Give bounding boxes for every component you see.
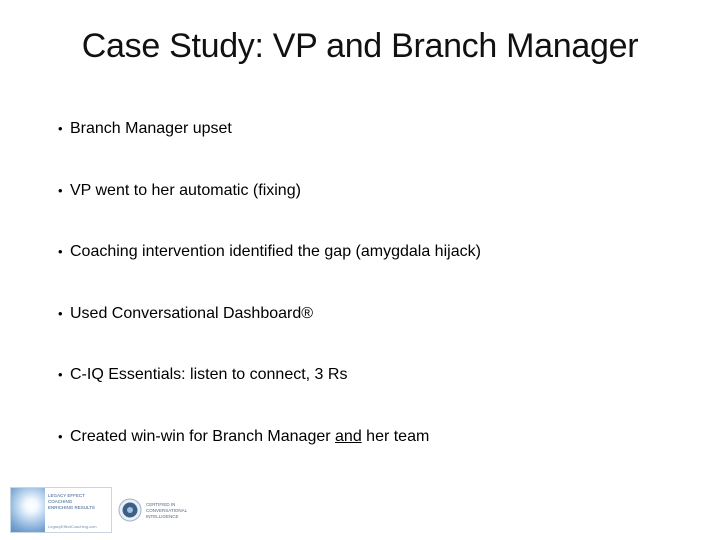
- logo-right-line: INTELLIGENCE: [146, 514, 179, 519]
- bullet-text: Coaching intervention identified the gap (amygdala hijack): [70, 243, 481, 260]
- logo-left-line: ENRICHING RESULTS: [48, 505, 95, 510]
- logo-right-text: [146, 502, 187, 520]
- bullet-item: [58, 111, 481, 173]
- bullet-icon: •: [58, 244, 63, 259]
- legacy-effect-logo: [10, 487, 112, 533]
- bullet-text-underlined: and: [335, 427, 362, 445]
- logo-left-line: LEGACY EFFECT: [48, 493, 85, 498]
- bullet-text-post: her team: [361, 427, 430, 445]
- logo-left-text: [48, 493, 110, 511]
- certification-seal-icon: [118, 498, 142, 522]
- bullet-text: VP went to her automatic (fixing): [70, 181, 301, 199]
- bullet-text: Used Conversational Dashboard®: [70, 304, 314, 322]
- bullet-icon: •: [58, 428, 63, 444]
- bullet-item: [58, 234, 481, 296]
- bullet-icon: •: [58, 182, 63, 198]
- bullet-item: [58, 296, 481, 358]
- bullet-text: [70, 419, 429, 455]
- logo-right-line: CERTIFIED IN: [146, 502, 176, 507]
- logo-left-url: LegacyEffectCoaching.com: [48, 524, 97, 529]
- logo-left-line: COACHING: [48, 499, 73, 504]
- bullet-text: Branch Manager upset: [70, 120, 232, 137]
- bullet-icon: •: [58, 121, 63, 136]
- bullet-item: [58, 173, 481, 235]
- logo-right-line: CONVERSATIONAL: [146, 508, 188, 513]
- bullet-icon: •: [58, 305, 63, 321]
- slide-title: Case Study: VP and Branch Manager: [81, 27, 639, 65]
- bullet-list: [58, 111, 481, 480]
- certification-logo: [116, 494, 196, 528]
- sky-photo-icon: [11, 488, 45, 532]
- bullet-icon: •: [58, 367, 63, 382]
- bullet-text: C-IQ Essentials: listen to connect, 3 Rs: [70, 366, 348, 383]
- bullet-item: [58, 419, 481, 481]
- bullet-item: [58, 357, 481, 419]
- bullet-text-pre: Created win-win for Branch Manager: [70, 427, 336, 445]
